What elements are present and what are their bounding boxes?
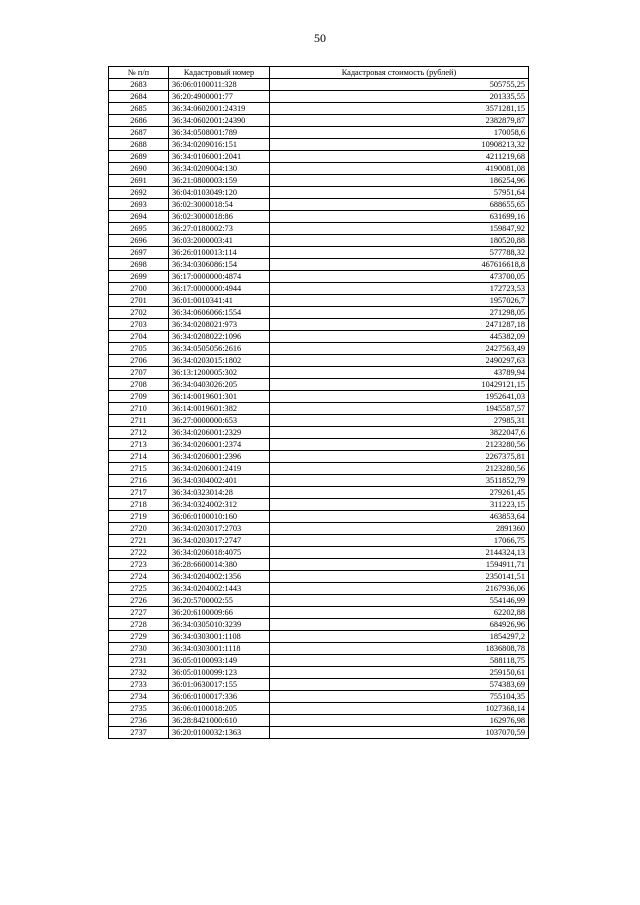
cadastral-value-cell: 1027368,14 (270, 703, 529, 715)
cadastral-value-cell: 2123280,56 (270, 463, 529, 475)
cadastral-value-cell: 1836808,78 (270, 643, 529, 655)
cadastral-number-cell: 36:27:0180002:73 (169, 223, 270, 235)
row-number-cell: 2731 (109, 655, 169, 667)
row-number-cell: 2730 (109, 643, 169, 655)
cadastral-value-cell: 4211219,68 (270, 151, 529, 163)
row-number-cell: 2729 (109, 631, 169, 643)
cadastral-value-cell: 505755,25 (270, 79, 529, 91)
cadastral-value-cell: 186254,96 (270, 175, 529, 187)
table-row (109, 499, 529, 511)
table-row (109, 283, 529, 295)
cadastral-number-cell: 36:17:0000000:4874 (169, 271, 270, 283)
table-row (109, 247, 529, 259)
table-row (109, 595, 529, 607)
table-row (109, 703, 529, 715)
cadastral-value-cell: 1037070,59 (270, 727, 529, 739)
row-number-cell: 2715 (109, 463, 169, 475)
row-number-cell: 2723 (109, 559, 169, 571)
cadastral-value-cell: 4190081,08 (270, 163, 529, 175)
row-number-cell: 2703 (109, 319, 169, 331)
cadastral-value-table (108, 66, 529, 739)
cadastral-value-cell: 1854297,2 (270, 631, 529, 643)
cadastral-number-cell: 36:34:0206001:2329 (169, 427, 270, 439)
cadastral-value-cell: 201335,55 (270, 91, 529, 103)
table-row (109, 103, 529, 115)
cadastral-value-cell: 2490297,63 (270, 355, 529, 367)
cadastral-value-cell: 463853,64 (270, 511, 529, 523)
row-number-cell: 2692 (109, 187, 169, 199)
cadastral-value-cell: 3571281,15 (270, 103, 529, 115)
table-row (109, 331, 529, 343)
cadastral-number-cell: 36:34:0403026:205 (169, 379, 270, 391)
cadastral-value-cell: 271298,05 (270, 307, 529, 319)
row-number-cell: 2734 (109, 691, 169, 703)
cadastral-number-cell: 36:06:0100017:336 (169, 691, 270, 703)
cadastral-value-cell: 1945587,57 (270, 403, 529, 415)
row-number-cell: 2690 (109, 163, 169, 175)
table-row (109, 559, 529, 571)
row-number-cell: 2689 (109, 151, 169, 163)
cadastral-value-cell: 2471287,18 (270, 319, 529, 331)
row-number-cell: 2683 (109, 79, 169, 91)
row-number-cell: 2728 (109, 619, 169, 631)
cadastral-number-cell: 36:34:0303001:1108 (169, 631, 270, 643)
cadastral-value-cell: 577788,32 (270, 247, 529, 259)
row-number-cell: 2726 (109, 595, 169, 607)
table-row (109, 679, 529, 691)
cadastral-number-cell: 36:06:0100018:205 (169, 703, 270, 715)
row-number-cell: 2721 (109, 535, 169, 547)
row-number-cell: 2685 (109, 103, 169, 115)
cadastral-number-cell: 36:34:0602001:24319 (169, 103, 270, 115)
cadastral-number-cell: 36:34:0505056:2616 (169, 343, 270, 355)
table-row (109, 667, 529, 679)
cadastral-value-cell: 3511852,79 (270, 475, 529, 487)
table-body (109, 79, 529, 739)
row-number-cell: 2717 (109, 487, 169, 499)
table-row (109, 487, 529, 499)
cadastral-number-cell: 36:34:0204002:1356 (169, 571, 270, 583)
row-number-cell: 2702 (109, 307, 169, 319)
cadastral-value-cell: 17066,75 (270, 535, 529, 547)
table-row (109, 475, 529, 487)
cadastral-number-cell: 36:34:0209004:130 (169, 163, 270, 175)
cadastral-number-cell: 36:05:0100093:149 (169, 655, 270, 667)
cadastral-number-cell: 36:34:0206001:2374 (169, 439, 270, 451)
cadastral-value-cell: 631699,16 (270, 211, 529, 223)
cadastral-value-cell: 1952641,03 (270, 391, 529, 403)
table-row (109, 127, 529, 139)
row-number-cell: 2718 (109, 499, 169, 511)
row-number-cell: 2691 (109, 175, 169, 187)
row-number-cell: 2708 (109, 379, 169, 391)
row-number-cell: 2720 (109, 523, 169, 535)
cadastral-value-cell: 467616618,8 (270, 259, 529, 271)
table-row (109, 379, 529, 391)
row-number-cell: 2713 (109, 439, 169, 451)
cadastral-number-cell: 36:34:0203017:2703 (169, 523, 270, 535)
table-row (109, 175, 529, 187)
cadastral-number-cell: 36:34:0306086:154 (169, 259, 270, 271)
cadastral-number-cell: 36:34:0323014:28 (169, 487, 270, 499)
table-row (109, 715, 529, 727)
cadastral-value-cell: 473700,05 (270, 271, 529, 283)
table-row (109, 307, 529, 319)
cadastral-value-cell: 1957026,7 (270, 295, 529, 307)
table-row (109, 607, 529, 619)
table-row (109, 619, 529, 631)
cadastral-number-cell: 36:28:8421000:610 (169, 715, 270, 727)
cadastral-number-cell: 36:34:0203017:2747 (169, 535, 270, 547)
table-row (109, 235, 529, 247)
row-number-cell: 2697 (109, 247, 169, 259)
cadastral-value-cell: 3822047,6 (270, 427, 529, 439)
table-row (109, 643, 529, 655)
cadastral-number-cell: 36:14:0019601:301 (169, 391, 270, 403)
row-number-cell: 2736 (109, 715, 169, 727)
row-number-cell: 2687 (109, 127, 169, 139)
cadastral-number-cell: 36:02:3000018:54 (169, 199, 270, 211)
row-number-cell: 2710 (109, 403, 169, 415)
table-row (109, 547, 529, 559)
row-number-cell: 2686 (109, 115, 169, 127)
row-number-cell: 2732 (109, 667, 169, 679)
cadastral-number-cell: 36:34:0606066:1554 (169, 307, 270, 319)
cadastral-value-cell: 2167936,06 (270, 583, 529, 595)
cadastral-value-cell: 574383,69 (270, 679, 529, 691)
cadastral-value-cell: 2427563,49 (270, 343, 529, 355)
table-row (109, 451, 529, 463)
table-row (109, 259, 529, 271)
cadastral-number-cell: 36:34:0508001:789 (169, 127, 270, 139)
cadastral-number-cell: 36:05:0100099:123 (169, 667, 270, 679)
row-number-cell: 2712 (109, 427, 169, 439)
page-number: 50 (314, 31, 326, 45)
table-row (109, 211, 529, 223)
cadastral-number-cell: 36:17:0000000:4944 (169, 283, 270, 295)
cadastral-value-cell: 259150,61 (270, 667, 529, 679)
row-number-cell: 2698 (109, 259, 169, 271)
table-row (109, 583, 529, 595)
row-number-cell: 2705 (109, 343, 169, 355)
cadastral-number-cell: 36:34:0206001:2396 (169, 451, 270, 463)
table-row (109, 727, 529, 739)
table-row (109, 295, 529, 307)
cadastral-number-cell: 36:34:0303001:1118 (169, 643, 270, 655)
row-number-cell: 2706 (109, 355, 169, 367)
row-number-cell: 2727 (109, 607, 169, 619)
cadastral-number-cell: 36:14:0019601:382 (169, 403, 270, 415)
table-row (109, 151, 529, 163)
cadastral-number-cell: 36:34:0203015:1802 (169, 355, 270, 367)
table-row (109, 439, 529, 451)
cadastral-number-cell: 36:28:6600014:380 (169, 559, 270, 571)
cadastral-value-cell: 10429121,15 (270, 379, 529, 391)
cadastral-number-cell: 36:20:0100032:1363 (169, 727, 270, 739)
table-row (109, 511, 529, 523)
cadastral-value-cell: 10908213,32 (270, 139, 529, 151)
cadastral-value-cell: 170058,6 (270, 127, 529, 139)
table-row (109, 223, 529, 235)
table-row (109, 139, 529, 151)
cadastral-value-cell: 588118,75 (270, 655, 529, 667)
cadastral-number-cell: 36:20:6100009:66 (169, 607, 270, 619)
cadastral-number-cell: 36:34:0208021:973 (169, 319, 270, 331)
cadastral-number-cell: 36:06:0100011:328 (169, 79, 270, 91)
cadastral-value-cell: 27985,31 (270, 415, 529, 427)
cadastral-number-cell: 36:27:0000000:653 (169, 415, 270, 427)
cadastral-value-cell: 2123280,56 (270, 439, 529, 451)
table-row (109, 523, 529, 535)
row-number-cell: 2704 (109, 331, 169, 343)
cadastral-number-cell: 36:06:0100010:160 (169, 511, 270, 523)
cadastral-number-cell: 36:04:0103049:120 (169, 187, 270, 199)
header-row-number: № п/п (109, 67, 169, 79)
row-number-cell: 2688 (109, 139, 169, 151)
cadastral-number-cell: 36:26:0100013:114 (169, 247, 270, 259)
table-row (109, 403, 529, 415)
cadastral-value-cell: 2350141,51 (270, 571, 529, 583)
cadastral-number-cell: 36:34:0206018:4075 (169, 547, 270, 559)
table-row (109, 199, 529, 211)
table-row (109, 343, 529, 355)
cadastral-number-cell: 36:34:0209016:151 (169, 139, 270, 151)
row-number-cell: 2725 (109, 583, 169, 595)
cadastral-value-cell: 159847,92 (270, 223, 529, 235)
cadastral-number-cell: 36:34:0206001:2419 (169, 463, 270, 475)
row-number-cell: 2737 (109, 727, 169, 739)
cadastral-number-cell: 36:34:0324002:312 (169, 499, 270, 511)
table-row (109, 355, 529, 367)
cadastral-value-cell: 2382879,87 (270, 115, 529, 127)
cadastral-value-cell: 2891360 (270, 523, 529, 535)
cadastral-number-cell: 36:34:0204002:1443 (169, 583, 270, 595)
cadastral-value-cell: 180520,88 (270, 235, 529, 247)
table-row (109, 415, 529, 427)
cadastral-value-cell: 311223,15 (270, 499, 529, 511)
header-cadastral-number: Кадастровый номер (169, 67, 270, 79)
cadastral-value-cell: 43789,94 (270, 367, 529, 379)
table-row (109, 163, 529, 175)
row-number-cell: 2722 (109, 547, 169, 559)
row-number-cell: 2684 (109, 91, 169, 103)
row-number-cell: 2694 (109, 211, 169, 223)
row-number-cell: 2700 (109, 283, 169, 295)
table-row (109, 271, 529, 283)
cadastral-value-cell: 172723,53 (270, 283, 529, 295)
cadastral-number-cell: 36:34:0106001:2041 (169, 151, 270, 163)
cadastral-number-cell: 36:21:0800003:159 (169, 175, 270, 187)
row-number-cell: 2695 (109, 223, 169, 235)
cadastral-value-cell: 2267375,81 (270, 451, 529, 463)
table-row (109, 691, 529, 703)
cadastral-number-cell: 36:02:3000018:86 (169, 211, 270, 223)
table-row (109, 391, 529, 403)
table-row (109, 655, 529, 667)
cadastral-value-cell: 62202,88 (270, 607, 529, 619)
header-cadastral-value: Кадастровая стоимость (рублей) (270, 67, 529, 79)
row-number-cell: 2724 (109, 571, 169, 583)
cadastral-number-cell: 36:13:1200005:302 (169, 367, 270, 379)
row-number-cell: 2693 (109, 199, 169, 211)
table-row (109, 91, 529, 103)
cadastral-value-cell: 688655,65 (270, 199, 529, 211)
cadastral-value-cell: 57951,64 (270, 187, 529, 199)
cadastral-number-cell: 36:20:4900001:77 (169, 91, 270, 103)
row-number-cell: 2714 (109, 451, 169, 463)
row-number-cell: 2699 (109, 271, 169, 283)
cadastral-value-cell: 1594911,71 (270, 559, 529, 571)
cadastral-number-cell: 36:03:2000003:41 (169, 235, 270, 247)
row-number-cell: 2733 (109, 679, 169, 691)
row-number-cell: 2719 (109, 511, 169, 523)
table-row (109, 187, 529, 199)
cadastral-value-cell: 2144324,13 (270, 547, 529, 559)
cadastral-value-cell: 445382,09 (270, 331, 529, 343)
table-row (109, 367, 529, 379)
table-row (109, 115, 529, 127)
cadastral-number-cell: 36:01:0630017:155 (169, 679, 270, 691)
row-number-cell: 2707 (109, 367, 169, 379)
table-row (109, 463, 529, 475)
row-number-cell: 2701 (109, 295, 169, 307)
row-number-cell: 2716 (109, 475, 169, 487)
cadastral-number-cell: 36:01:0010341:41 (169, 295, 270, 307)
cadastral-value-cell: 554146,99 (270, 595, 529, 607)
cadastral-value-cell: 279261,45 (270, 487, 529, 499)
table-row (109, 319, 529, 331)
table-row (109, 535, 529, 547)
table-row (109, 631, 529, 643)
cadastral-value-cell: 684926,96 (270, 619, 529, 631)
row-number-cell: 2711 (109, 415, 169, 427)
cadastral-number-cell: 36:34:0305010:3239 (169, 619, 270, 631)
cadastral-number-cell: 36:20:5700002:55 (169, 595, 270, 607)
row-number-cell: 2709 (109, 391, 169, 403)
table-row (109, 571, 529, 583)
table-row (109, 79, 529, 91)
cadastral-number-cell: 36:34:0208022:1096 (169, 331, 270, 343)
row-number-cell: 2696 (109, 235, 169, 247)
cadastral-value-cell: 755104,35 (270, 691, 529, 703)
table-header-row (109, 67, 529, 79)
cadastral-value-cell: 162976,98 (270, 715, 529, 727)
cadastral-number-cell: 36:34:0304002:401 (169, 475, 270, 487)
table-row (109, 427, 529, 439)
row-number-cell: 2735 (109, 703, 169, 715)
cadastral-number-cell: 36:34:0602001:24390 (169, 115, 270, 127)
